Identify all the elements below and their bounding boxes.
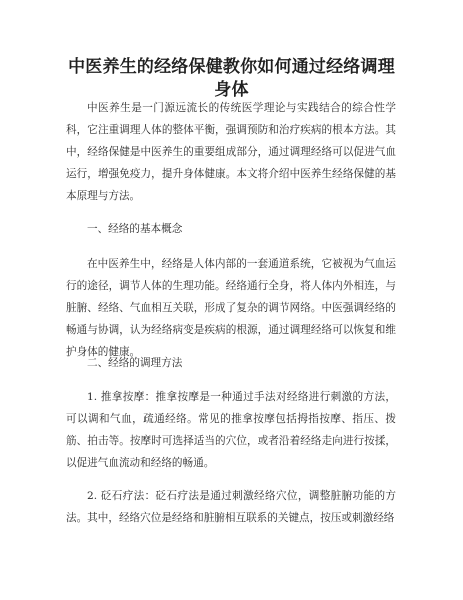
concept-paragraph: 在中医养生中，经络是人体内部的一套通道系统，它被视为气血运行的途径，调节人体的生理功能。经络通行全身，将人体内外相连，与脏腑、经络、气血相互关联，形成了复杂的调节网络。中医强调经络的畅通与协调，认为经络病变是疾病的根源，通过调理经络可以恢复和维护身体的健康。 [66,258,396,358]
method-stone-paragraph: 2. 砭石疗法：砭石疗法是通过刺激经络穴位，调整脏腑功能的方法。其中，经络穴位是经络和脏腑相互联系的关键点，按压或刺激经络 [66,490,396,524]
section-heading-concept: 一、经络的基本概念 [87,223,183,235]
section-heading-methods: 二、经络的调理方法 [87,357,183,369]
document-title: 中医养生的经络保健教你如何通过经络调理身体 [68,57,395,100]
method-massage-paragraph: 1. 推拿按摩：推拿按摩是一种通过手法对经络进行刺激的方法，可以调和气血，疏通经络。常见的推拿按摩包括拇指按摩、指压、拨筋、拍击等。按摩时可选择适当的穴位，或者沿着经络走向进行按揉，以促进气血流动和经络的畅通。 [66,391,396,469]
intro-paragraph: 中医养生是一门源远流长的传统医学理论与实践结合的综合性学科，它注重调理人体的整体平衡，强调预防和治疗疾病的根本方法。其中，经络保健是中医养生的重要组成部分，通过调理经络可以促进气血运行，增强免疫力，提升身体健康。本文将介绍中医养生经络保健的基本原理与方法。 [66,102,396,202]
